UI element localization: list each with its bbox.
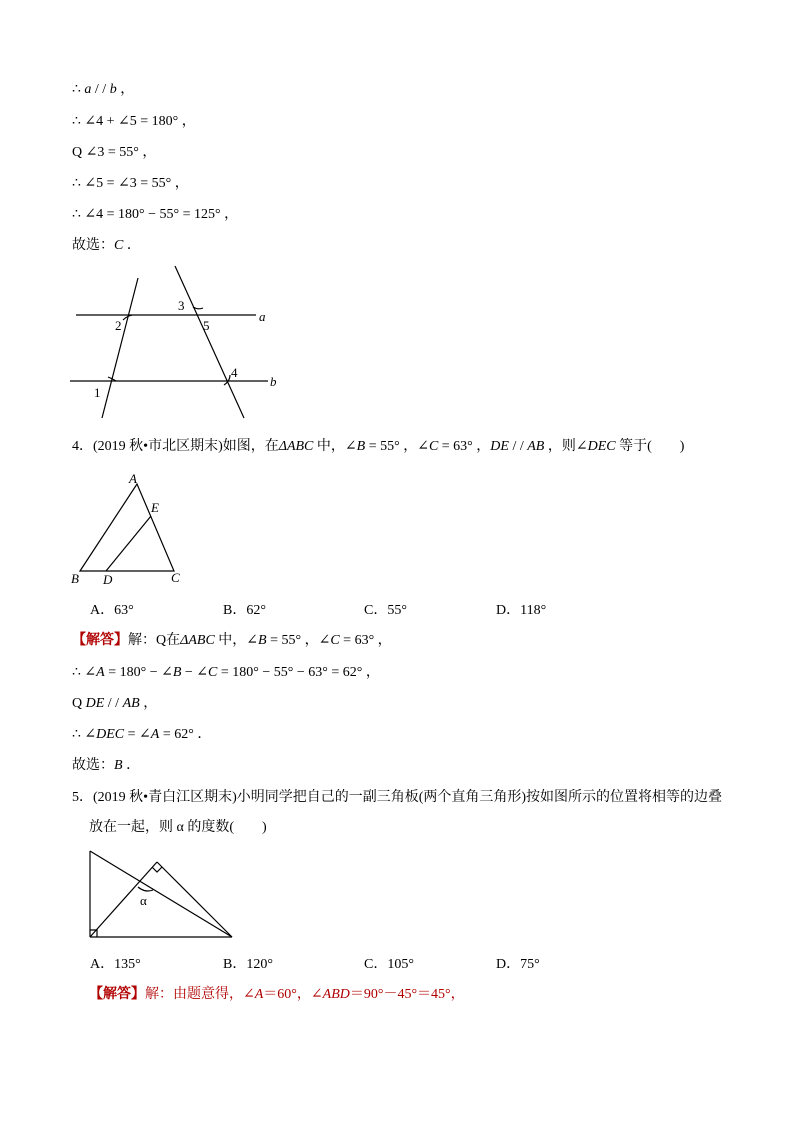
q4-solution-line-2: ∴ ∠A = 180° − ∠B − ∠C = 180° − 55° − 63° = 62° ， [72, 665, 380, 680]
triangle-edge [90, 862, 157, 937]
fig1-label: 5 [203, 318, 210, 333]
transversal-left [102, 278, 138, 418]
fig1-label: b [270, 374, 277, 389]
triangle-abc [80, 484, 174, 571]
question-5-options [0, 953, 794, 973]
right-angle-mark [152, 867, 162, 872]
fig2-label: D [103, 572, 113, 587]
option-b[interactable]: B．120° [223, 957, 273, 972]
solution-line-angle4: ∴ ∠4 = 180° − 55° = 125° ， [72, 207, 239, 222]
transversal-right [175, 266, 244, 418]
solution-line-angle-sum: ∴ ∠4 + ∠5 = 180° ， [72, 114, 196, 129]
solution-tag: 【解答】 [72, 633, 128, 648]
solution-tag: 【解答】 [89, 987, 145, 1002]
question-4-stem: 4．(2019 秋•市北区期末)如图，在ΔABC 中，∠B = 55° ，∠C = 63° ，DE / / AB ，则∠DEC 等于( ) [72, 439, 685, 454]
option-d[interactable]: D．75° [496, 957, 540, 972]
fig2-label: E [151, 500, 159, 515]
parallel-lines-figure [60, 258, 290, 424]
solution-line-angle3: Q ∠3 = 55° ， [72, 145, 157, 160]
segment-de [106, 516, 151, 571]
fig1-label: 2 [115, 318, 122, 333]
fig2-label: A [129, 471, 137, 486]
set-squares-figure [80, 844, 246, 948]
option-b[interactable]: B．62° [223, 603, 266, 618]
answer-line-c: 故选：C ． [72, 238, 141, 253]
fig1-label: a [259, 309, 266, 324]
question-5-stem-line-1: 5．(2019 秋•青白江区期末)小明同学把自己的一副三角板(两个直角三角形)按如图所示的位置将相等的边叠 [72, 790, 723, 805]
triangle-edge [90, 851, 232, 937]
question-4-options [0, 599, 794, 619]
solution-line-angle5: ∴ ∠5 = ∠3 = 55° ， [72, 176, 189, 191]
fig1-label: 4 [231, 365, 238, 380]
option-c[interactable]: C．105° [364, 957, 414, 972]
option-c[interactable]: C．55° [364, 603, 407, 618]
alpha-label: α [140, 893, 147, 908]
q4-solution-line-1: 【解答】解：Q在ΔABC 中，∠B = 55° ，∠C = 63° ， [72, 633, 392, 648]
option-d[interactable]: D．118° [496, 603, 547, 618]
solution-line-parallel: ∴ a / / b ， [72, 82, 135, 97]
fig1-label: 3 [178, 298, 185, 313]
fig1-label: 1 [94, 385, 101, 400]
triangle-edge [157, 862, 232, 937]
q4-solution-line-3: Q DE / / AB ， [72, 696, 158, 711]
q5-solution-line: 【解答】解：由题意得，∠A＝60°，∠ABD＝90°－45°＝45°， [89, 987, 465, 1002]
q4-solution-line-4: ∴ ∠DEC = ∠A = 62° ． [72, 727, 212, 742]
question-5-stem-line-2: 放在一起，则 α 的度数( ) [89, 820, 267, 835]
triangle-abc-figure [66, 470, 196, 590]
option-a[interactable]: A．63° [90, 603, 134, 618]
q4-answer-line: 故选：B ． [72, 758, 141, 773]
fig2-label: B [71, 571, 79, 586]
option-a[interactable]: A．135° [90, 957, 141, 972]
fig2-label: C [171, 570, 180, 585]
